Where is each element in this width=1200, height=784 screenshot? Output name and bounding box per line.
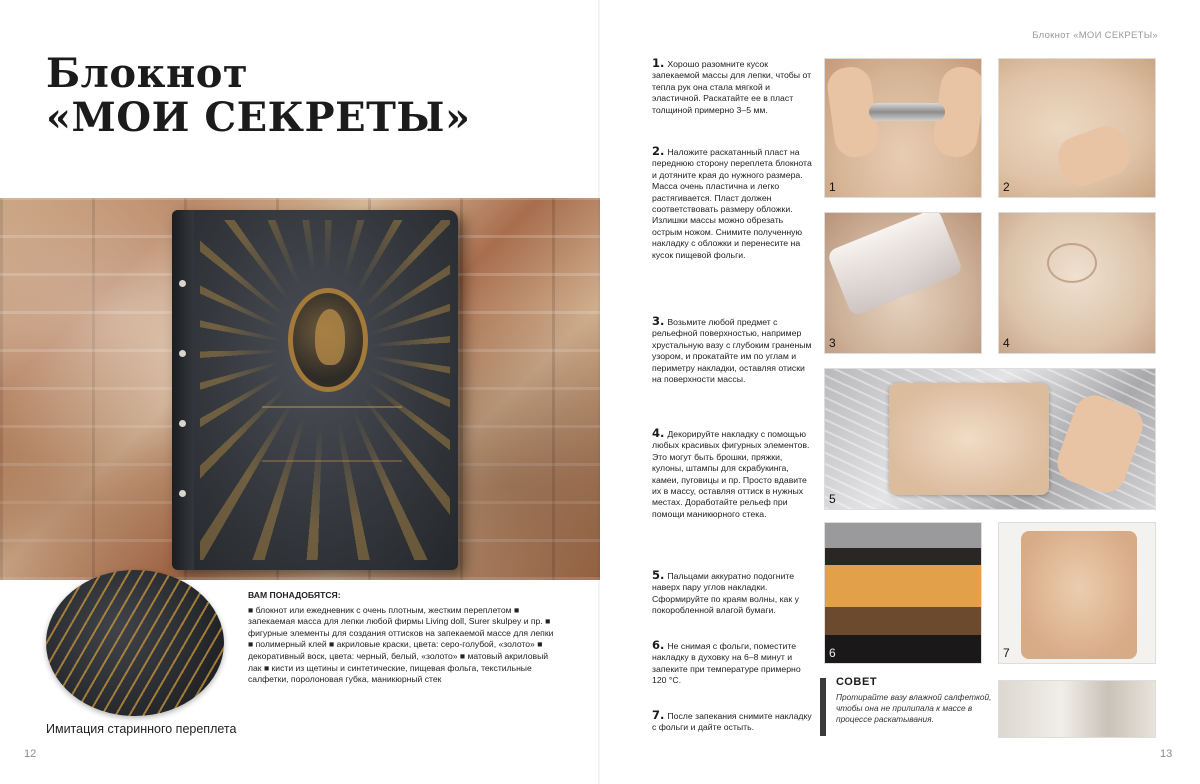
cover-inscription: [262, 406, 402, 462]
clay-slab: [889, 383, 1049, 495]
step-photo-6: [824, 522, 982, 664]
crystal-vase-photo: [998, 680, 1156, 738]
photo-label: 1: [829, 180, 836, 194]
step-2: [652, 146, 814, 261]
step-photo-1: [824, 58, 982, 198]
step-text: После запекания снимите накладку с фольги и дайте остыть.: [652, 711, 812, 733]
notebook-cover-image: [172, 210, 458, 570]
step-7: [652, 710, 814, 734]
detail-caption: Имитация старинного переплета: [46, 722, 237, 736]
step-text: Декорируйте накладку с помощью любых красивых фигурных элементов. Это могут быть брошки, пряжки, кулоны, штампы для скрабукинга, камеи, пуговицы и пр. Просто вдавите их в массу, оставляя оттиск в нужных местах. Доработайте рельеф при помощи маникюрного стека.: [652, 429, 810, 519]
step-photo-2: [998, 58, 1156, 198]
photo-label: 5: [829, 492, 836, 506]
photo-label: 4: [1003, 336, 1010, 350]
step-number: 5.: [652, 568, 665, 582]
notebook-spine: [172, 210, 194, 570]
page-number-left: 12: [24, 748, 37, 760]
step-photo-4: [998, 212, 1156, 354]
step-text: Пальцами аккуратно подогните наверх пару углов накладки. Сформируйте по краям волны, как у покоробленной влагой бумаги.: [652, 571, 799, 616]
photo-label: 7: [1003, 646, 1010, 660]
tip-heading: СОВЕТ: [836, 676, 878, 688]
step-text: Не снимая с фольги, поместите накладку в духовку на 6–8 минут и запеките при температуре примерно 120 °С.: [652, 641, 801, 686]
title-line-2: «МОИ СЕКРЕТЫ»: [46, 94, 471, 141]
step-4: [652, 428, 814, 520]
step-number: 2.: [652, 144, 665, 158]
step-text: Наложите раскатанный пласт на переднюю сторону переплета блокнота и дотяните края до нужного размера. Масса очень пластична и легко растягивается. Пласт должен соответствовать размеру обложки. Излишки массы можно обрезать острым ножом. Снимите полученную накладку с обложки и перенесите на кусок пищевой фольги.: [652, 147, 812, 260]
step-3: [652, 316, 814, 385]
materials-list: [248, 590, 554, 686]
step-number: 3.: [652, 314, 665, 328]
title-line-1: Блокнот: [46, 50, 249, 97]
photo-label: 2: [1003, 180, 1010, 194]
step-1: [652, 58, 814, 116]
page-number-right: 13: [1160, 748, 1173, 760]
step-number: 4.: [652, 426, 665, 440]
running-header: Блокнот «МОИ СЕКРЕТЫ»: [1032, 30, 1158, 41]
step-photo-3: [824, 212, 982, 354]
step-number: 7.: [652, 708, 665, 722]
materials-heading: ВАМ ПОНАДОБЯТСЯ:: [248, 590, 341, 600]
step-photo-5: [824, 368, 1156, 510]
tip-box: [820, 676, 990, 738]
notebook-photo: [0, 198, 600, 580]
binding-detail-image: [46, 570, 224, 716]
step-5: [652, 570, 814, 617]
materials-body: ■ блокнот или ежедневник с очень плотным, жестким переплетом ■ запекаемая масса для лепки любой фирмы Living doll, Surer skulpey и пр. ■ фигурные элементы для создания оттисков на запекаемой массе для лепки ■ полимерный клей ■ акриловые краски, цвета: серо-голубой, «золото» ■ декоративный воск, цвета: черный, белый, «золото» ■ матовый акриловый лак ■ кисти из щетины и синтетические, пищевая фольга, текстильные салфетки, поролоновая губка, маникюрный стек: [248, 604, 554, 685]
step-number: 1.: [652, 56, 665, 70]
photo-label: 6: [829, 646, 836, 660]
step-text: Возьмите любой предмет с рельефной поверхностью, например хрустальную вазу с глубоким граненым узором, и прокатайте им по углам и периметру накладки, оставляя отиски на поверхности массы.: [652, 317, 812, 385]
tip-text: Протирайте вазу влажной салфеткой, чтобы она не прилипала к массе в процессе раскатывания.: [836, 692, 992, 724]
tip-bar: [820, 678, 826, 736]
cameo-ornament: [288, 288, 368, 392]
step-photo-7: [998, 522, 1156, 664]
step-text: Хорошо разомните кусок запекаемой массы для лепки, чтобы от тепла рук она стала мягкой и эластичной. Раскатайте ее в пласт толщиной примерно 3–5 мм.: [652, 59, 812, 115]
page-title: [46, 52, 566, 140]
step-6: [652, 640, 814, 687]
photo-label: 3: [829, 336, 836, 350]
step-number: 6.: [652, 638, 665, 652]
baked-slab: [1021, 531, 1137, 659]
